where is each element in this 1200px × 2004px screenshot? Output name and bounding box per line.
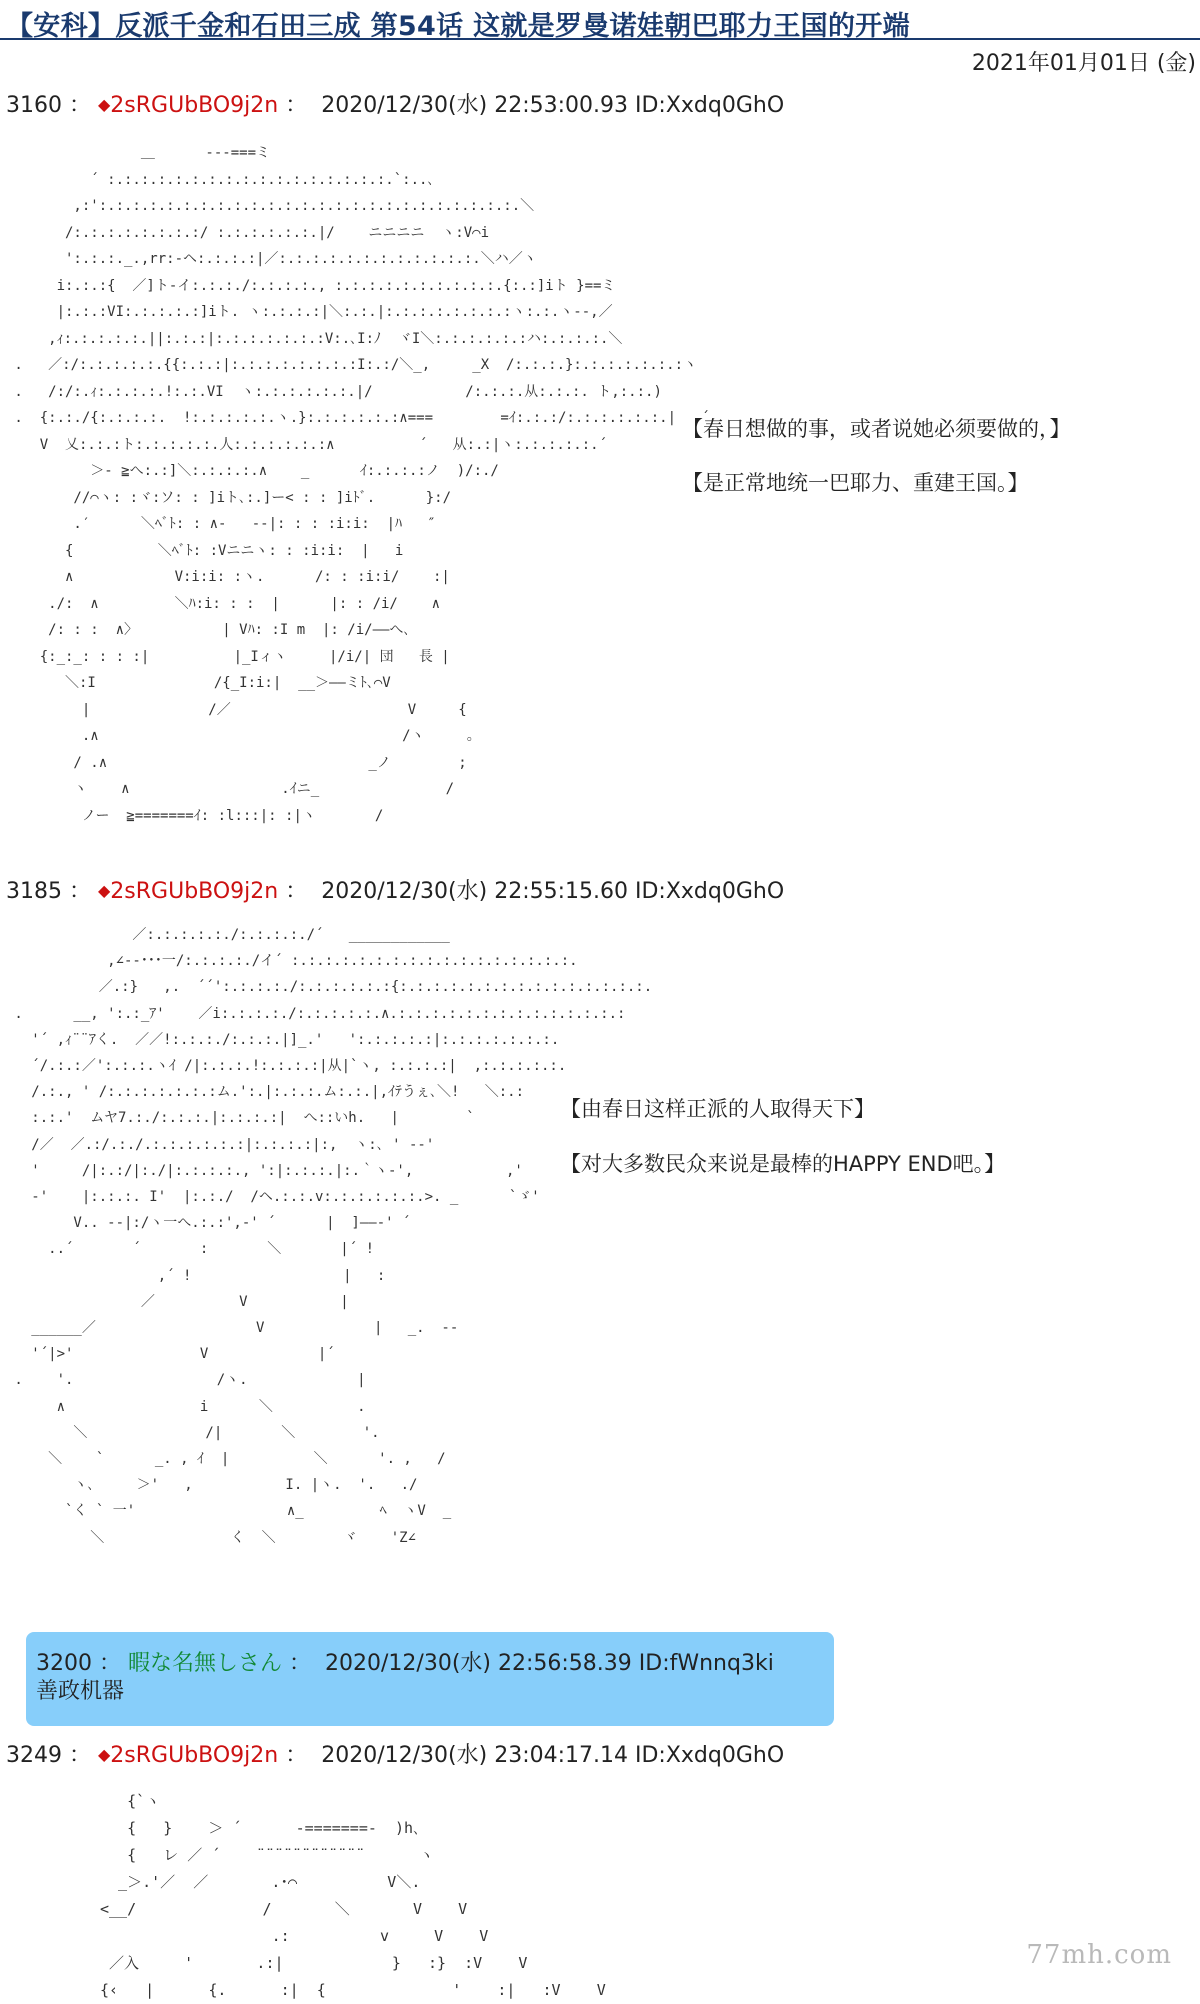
reply-header — [36, 1646, 774, 1677]
separator: ： — [285, 879, 308, 904]
post-number[interactable]: 3185 ： — [6, 879, 91, 904]
post-datetime: 2020/12/30(水) 22:55:15.60 ID:Xxdq0GhO — [321, 879, 785, 904]
post-header — [6, 1738, 784, 1769]
poster-name: 2sRGUbBO9j2n — [110, 879, 279, 904]
trip-diamond-icon: ◆ — [97, 881, 111, 900]
reply-box — [26, 1632, 834, 1726]
watermark: 77mh.com — [1026, 1940, 1172, 1970]
post-header — [6, 874, 784, 905]
post-date: 2021年01月01日 (金) — [971, 51, 1196, 76]
trip-diamond-icon: ◆ — [97, 95, 111, 114]
reply-poster-name: 暇な名無しさん — [127, 1651, 282, 1676]
narration-line: 【春日想做的事，或者说她必须要做的，】 — [682, 417, 1071, 441]
separator: ： — [285, 93, 308, 118]
post-header — [6, 88, 784, 119]
trip-diamond-icon: ◆ — [97, 1745, 111, 1764]
ascii-art: {`ヽ { } ＞ ´ -=======- )h､ { レ ／ ´ ¨¨¨¨¨¨¨¨¨¨¨¨ ヽ _＞.'／ ／ .･⌒ V＼. <__/ / ＼ V V .: v V V ／入 ' .:| } :} :V V {‹ | {. :| { ' :| :V V — [100, 1792, 606, 1999]
post-datetime: 2020/12/30(水) 23:04:17.14 ID:Xxdq0GhO — [321, 1743, 785, 1768]
poster-name: 2sRGUbBO9j2n — [110, 93, 279, 118]
page-title: 【安科】反派千金和石田三成 第54话 这就是罗曼诺娃朝巴耶力王国的开端 — [6, 11, 910, 42]
separator: ： — [285, 1743, 308, 1768]
ascii-art: ／:.:.:.:.:./:.:.:.:./´ ____________ ,∠--･･･一/:.:.:.:./イ´ :.:.:.:.:.:.:.:.:.:.:.:.:.:.:.:.:. ／.:} ,. ´´':.:.:.:./:.:.:.:.:.:{:.:.:.:.:.:.:.:.:.:.:.:.:.:.:. . __, ':.:_ｱ' ／i:.:.:.:./:.:.:.:.:.∧.:.:.:.:.:.:.:.:.:.:.:.:.:.: '´ ,ｨ¨¨ｱく. ／／!:.:.:./:.:.:.|]_.' ':.:.:.:.:|:.:.:.:.:.:.:. ´/.:.:／':.:.:.ヽｲ /|:.:.:.!:.:.:.:|从|`ヽ, :.:.:.:| ,:.:.:.:.:. /.:., ' /:.:.:.:.:.:.:ム.':.|:.:.:.ム:.:.|,ｲﾃうぇ､＼! ＼:.: :.:.' ムヤ7.:./:.:.:.|:.:.:.:| へ::いh. | ` /／ ／.:/.:./.:.:.:.:.:.:|:.:.:.:|:, ヽ:､ ' --' ' /|:.:/|:./|:.:.:.:., ':|:.:.:.|:.｀ヽ-', ,' -' |:.:.:. I' |:.:./ /ヘ.:.:.v:.:.:.:.:.:.>. _ `ゞ' V.. --|:/ヽ一へ.:.:',-' ´ | ]――-' ´ ..´ ´ : ＼ |´ ! ,´ ! | : ／ V | ______／ V | _. -- '´|>' V |´ . '. /ヽ. | ∧ i ＼ . ＼ /| ＼ '. ＼ ` _. , ｲ | ＼ '. , / ヽ､ ＞' , I. |ヽ. '. ./ `く ` 一' ∧_ ﾍ ヽV _ ＼ く ＼ ヾ 'Z∠ — [14, 927, 653, 1546]
post-datetime: 2020/12/30(水) 22:53:00.93 ID:Xxdq0GhO — [321, 93, 785, 118]
narration-line: 【由春日这样正派的人取得天下】 — [560, 1097, 875, 1121]
post-number[interactable]: 3160 ： — [6, 93, 91, 118]
ascii-art: ＿ ---===ミ ´ :.:.:.:.:.:.:.:.:.:.:.:.:.:.:.:.:.`:..､ ,:':.:.:.:.:.:.:.:.:.:.:.:.:.:.:.:.:.:.:.:.:.:.:.:.:.＼ /:.:.:.:.:.:.:.:/ :.:.:.:.:.:.|/ ニニニニ ヽ:V⌒i ':.:.:._.,rr:-ヘ:.:.:.:|／:.:.:.:.:.:.:.:.:.:.:.:.＼ハ／ヽ i:.:.:{ ／]ト-イ:.:.:./:.:.:.:., :.:.:.:.:.:.:.:.:.:.{:.:]iト }==ミ |:.:.:VI:.:.:.:.:]iト. ヽ:.:.:.:|＼:.:.|:.:.:.:.:.:.:.:ヽ:.:.ヽ--,／ ,ｨ:.:.:.:.:.||:.:.:|:.:.:.:.:.:.:V:.､I:ﾉ ヾI＼:.:.:.:.:.:ハ:.:.:.:.＼ . ／:/:.:.:.:.:.{{:.:.:|:.:.:.:.:.:.:.:I:.:/＼_, _X /:.:.:.}:.:.:.:.:.:.:ヽ . /:/:.ｨ:.:.:.:.!:.:.VI ヽ:.:.:.:.:.:.|/ /:.:.:.从:.:.:. ト,:.:.) . {:.:./{:.:.:.:. !:.:.:.:.:.ヽ.}:.:.:.:.:.:∧=== =ｲ:.:.:/:.:.:.:.:.:.| ´ V 乂:.:.:ト:.:.:.:.:.人:.:.:.:.:.:∧ ´ 从:.:|ヽ:.:.:.:.:.´ ＞- ≧へ:.:]＼:.:.:.:.∧ _ ｲ:.:.:.:ノ )/:./ //⌒ヽ: :ヾ:ソ: : ]iト､:.]ー< : : ]iﾄﾞ. }:/ .′ ＼ﾍﾞﾄ: : ∧- --|: : : :i:i: |ﾊ ″ { ＼ﾍﾞﾄ: :Vニニヽ: : :i:i: | i ∧ V:i:i: :ヽ. /: : :i:i/ :| ./: ∧ ＼ﾊ:i: : : | |: : /i/ ∧ /: : : ∧〉 | Vﾊ: :I m |: /i/――へ､ {:_:_: : : :| |_Iィヽ |/i/| 団 長 | ＼:I /{_I:i:| __＞――ミﾄ､⌒V | /／ V { .∧ /ヽ ｡ / .∧ _ノ ; ヽ ∧ .ｲニ_ / ノー ≧=======ｲ: :l:::|: :|ヽ / — [14, 145, 710, 824]
post-number[interactable]: 3249 ： — [6, 1743, 91, 1768]
narration-line: 【对大多数民众来说是最棒的HAPPY END吧。】 — [560, 1152, 1006, 1176]
reply-number[interactable]: 3200 ： — [36, 1651, 121, 1676]
title-bar — [0, 0, 1200, 40]
separator: ： — [289, 1651, 312, 1676]
narration-line: 【是正常地统一巴耶力、重建王国。】 — [682, 471, 1029, 495]
poster-name: 2sRGUbBO9j2n — [110, 1743, 279, 1768]
reply-datetime: 2020/12/30(水) 22:56:58.39 ID:fWnnq3ki — [325, 1651, 774, 1676]
reply-body: 善政机器 — [36, 1679, 125, 1704]
